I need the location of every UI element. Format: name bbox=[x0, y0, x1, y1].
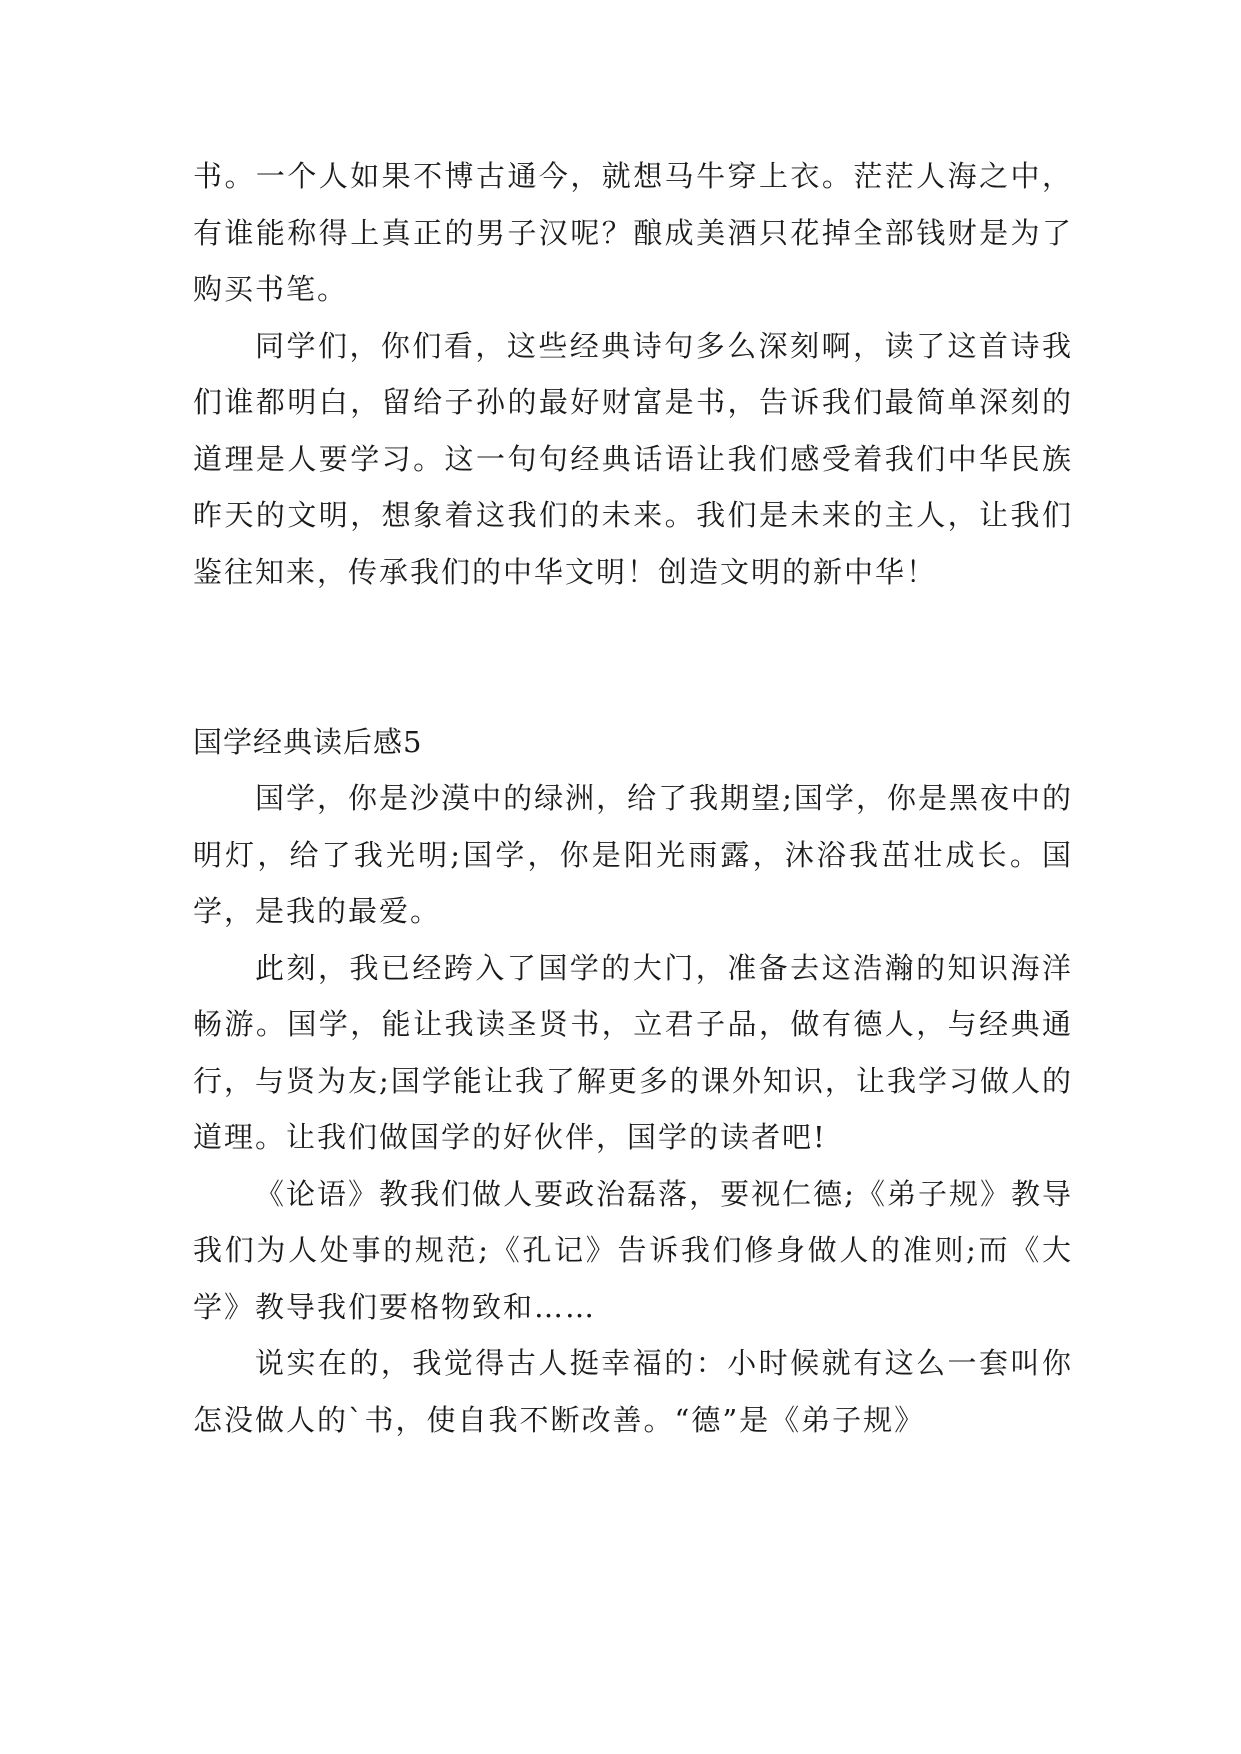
section-title: 国学经典读后感5 bbox=[193, 725, 423, 759]
paragraph-classmates: 同学们，你们看，这些经典诗句多么深刻啊，读了这首诗我们谁都明白，留给子孙的最好财富是书，告诉我们最简单深刻的道理是人要学习。这一句句经典话语让我们感受着我们中华民族昨天的文明，想象着这我们的未来。我们是未来的主人，让我们鉴往知来，传承我们的中华文明！创造文明的新中华！ bbox=[193, 328, 1073, 589]
paragraph-ancients: 说实在的，我觉得古人挺幸福的：小时候就有这么一套叫你怎没做人的`书，使自我不断改善。“德”是《弟子规》 bbox=[193, 1346, 1073, 1437]
paragraph-guoxue-oasis: 国学，你是沙漠中的绿洲，给了我期望;国学，你是黑夜中的明灯，给了我光明;国学，你是阳光雨露，沐浴我茁壮成长。国学，是我的最爱。 bbox=[193, 781, 1073, 928]
section-text-block bbox=[193, 770, 1073, 1448]
paragraph-classics: 《论语》教我们做人要政治磊落，要视仁德;《弟子规》教导我们为人处事的规范;《孔记》告诉我们修身做人的准则;而《大学》教导我们要格物致和…… bbox=[193, 1176, 1073, 1324]
paragraph-entering-gate: 此刻，我已经跨入了国学的大门，准备去这浩瀚的知识海洋畅游。国学，能让我读圣贤书，立君子品，做有德人，与经典通行，与贤为友;国学能让我了解更多的课外知识，让我学习做人的道理。让我们做国学的好伙伴，国学的读者吧! bbox=[193, 950, 1073, 1154]
paragraph-continuation: 书。一个人如果不博古通今，就想马牛穿上衣。茫茫人海之中，有谁能称得上真正的男子汉呢？酿成美酒只花掉全部钱财是为了购买书笔。 bbox=[193, 159, 1073, 306]
top-text-block bbox=[193, 148, 1073, 600]
